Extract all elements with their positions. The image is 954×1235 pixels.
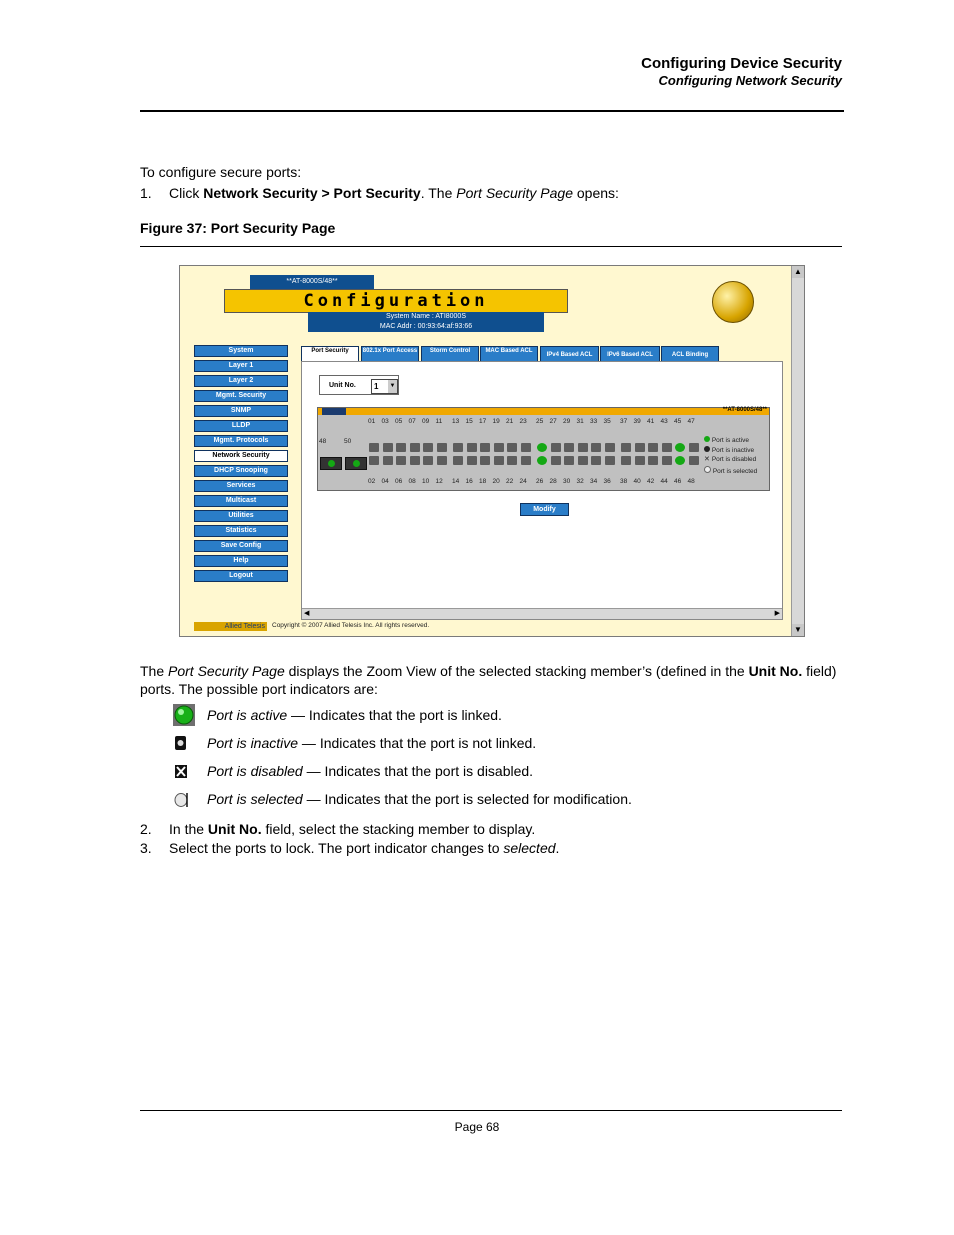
port-44[interactable] [662,456,672,465]
menu-mgmt-security[interactable]: Mgmt. Security [194,390,288,402]
menu-statistics[interactable]: Statistics [194,525,288,537]
port-label-15: 15 [465,418,473,425]
port-label-32: 32 [576,478,584,485]
port-label-30: 30 [563,478,571,485]
step-2 [140,821,536,837]
port-05[interactable] [396,443,406,452]
page-number: Page 68 [454,1120,500,1134]
port-label-33: 33 [590,418,598,425]
port-label-20: 20 [492,478,500,485]
allied-telesis-mark-icon [322,408,346,415]
scroll-left-icon[interactable]: ◀ [304,610,310,617]
port-label-13: 13 [452,418,460,425]
port-label-24: 24 [519,478,527,485]
port-09[interactable] [423,443,433,452]
unit-number-value: 1 [374,382,379,391]
port-17[interactable] [480,443,490,452]
allied-telesis-logo: Allied Telesis [194,622,267,631]
step-3-text [169,840,559,856]
port-01[interactable] [369,443,379,452]
port-42[interactable] [648,456,658,465]
port-03[interactable] [383,443,393,452]
port-active-icon [173,704,195,726]
port-label-27: 27 [549,418,557,425]
port-label-23: 23 [519,418,527,425]
para-pre: The [140,663,169,679]
port-label-19: 19 [492,418,500,425]
indicator-selected-name: Port is selected [207,791,303,807]
globe-logo-icon [712,281,754,323]
legend-active-text: Port is active [711,437,750,444]
port-20[interactable] [494,456,504,465]
step-1-number: 1. [140,185,152,201]
step-2-text [169,821,535,837]
menu-logout[interactable]: Logout [194,570,288,582]
tab-mac-based-acl[interactable]: MAC Based ACL [480,346,538,364]
footer-rule [140,1110,842,1111]
unit-number-select[interactable] [371,379,398,394]
step-3-post: . [555,840,560,856]
system-name: System Name : ATI8000S [385,313,466,320]
step-2-number: 2. [140,821,152,837]
port-label-48: 48 [687,478,695,485]
switch-model: **AT-8000S/48** [722,407,767,413]
port-label-28: 28 [549,478,557,485]
menu-multicast[interactable]: Multicast [194,495,288,507]
indicator-inactive-desc: — Indicates that the port is not linked. [298,735,537,751]
system-info-box [308,312,544,332]
para-post: field) [802,663,837,679]
vertical-scrollbar[interactable] [791,266,804,636]
port-31[interactable] [578,443,588,452]
menu-mgmt-protocols[interactable]: Mgmt. Protocols [194,435,288,447]
port-08[interactable] [410,456,420,465]
tab-8021x-port-access[interactable]: 802.1x Port Access [361,346,419,364]
scroll-down-icon[interactable]: ▼ [792,624,804,636]
tab-ipv4-based-acl[interactable]: IPv4 Based ACL [540,346,599,364]
port-label-17: 17 [479,418,487,425]
header-rule [140,110,844,112]
menu-snmp[interactable]: SNMP [194,405,288,417]
unit-number-field [319,375,399,395]
port-selected-icon [704,466,711,473]
port-43[interactable] [662,443,672,452]
indicator-disabled-name: Port is disabled [207,763,303,779]
menu-services[interactable]: Services [194,480,288,492]
port-label-47: 47 [687,418,695,425]
switch-top-bar [318,408,769,415]
port-label-16: 16 [465,478,473,485]
horizontal-scrollbar[interactable] [302,608,782,619]
para-italic: Port Security Page [168,663,285,679]
para-line-2: ports. The possible port indicators are: [140,681,378,697]
chevron-down-icon[interactable]: ▼ [388,380,397,393]
port-24[interactable] [521,456,531,465]
port-inactive-icon [704,446,710,452]
port-inactive-icon [173,734,195,756]
port-11[interactable] [437,443,447,452]
tab-ipv6-based-acl[interactable]: IPv6 Based ACL [600,346,660,364]
port-16[interactable] [467,456,477,465]
port-label-46: 46 [674,478,682,485]
indicator-inactive-name: Port is inactive [207,735,299,751]
modify-button[interactable]: Modify [520,503,569,516]
running-header-title: Configuring Device Security [641,55,842,72]
port-label-09: 09 [422,418,430,425]
menu-utilities[interactable]: Utilities [194,510,288,522]
step-1-mid: . The [420,185,457,201]
port-36[interactable] [605,456,615,465]
mac-address: MAC Addr : 00:93:64:af:93:66 [379,323,473,330]
port-21[interactable] [507,443,517,452]
port-07[interactable] [410,443,420,452]
port-label-35: 35 [603,418,611,425]
port-label-03: 03 [381,418,389,425]
step-1-post: opens: [572,185,619,201]
tab-storm-control[interactable]: Storm Control [421,346,479,364]
port-02[interactable] [369,456,379,465]
step-3-italic: selected [503,840,556,856]
step-3-number: 3. [140,840,152,856]
port-label-08: 08 [408,478,416,485]
uplink-port-1[interactable] [320,457,342,470]
port-15[interactable] [467,443,477,452]
port-label-38: 38 [620,478,628,485]
menu-network-security[interactable]: Network Security [194,450,288,462]
step-2-bold: Unit No. [207,821,262,837]
port-37[interactable] [621,443,631,452]
port-disabled-icon [173,762,195,784]
port-label-39: 39 [633,418,641,425]
port-46[interactable] [675,456,685,465]
step-1-italic: Port Security Page [456,185,573,201]
port-active-icon [353,460,360,467]
port-25[interactable] [537,443,547,452]
indicator-inactive [207,735,536,751]
port-27[interactable] [551,443,561,452]
port-label-44: 44 [660,478,668,485]
step-2-post: field, select the stacking member to display. [261,821,536,837]
para-mid: displays the Zoom View of the selected stacking member’s (defined in the [284,663,749,679]
scroll-up-icon[interactable]: ▲ [792,266,804,278]
port-label-37: 37 [620,418,628,425]
port-label-11: 11 [435,418,443,425]
port-label-21: 21 [506,418,514,425]
port-label-22: 22 [506,478,514,485]
port-label-25: 25 [536,418,544,425]
figure-caption: Figure 37: Port Security Page [140,220,336,236]
port-label-02: 02 [368,478,376,485]
port-26[interactable] [537,456,547,465]
para-bold: Unit No. [748,663,803,679]
legend-selected-text: Port is selected [712,468,758,475]
uplink-label-48: 48 [319,438,327,445]
menu-save-config[interactable]: Save Config [194,540,288,552]
port-34[interactable] [591,456,601,465]
menu-layer-1[interactable]: Layer 1 [194,360,288,372]
port-29[interactable] [564,443,574,452]
model-tab: **AT-8000S/48** [250,275,374,289]
port-active-icon [328,460,335,467]
port-label-07: 07 [408,418,416,425]
port-18[interactable] [480,456,490,465]
port-label-45: 45 [674,418,682,425]
port-label-14: 14 [452,478,460,485]
indicator-disabled-desc: — Indicates that the port is disabled. [302,763,534,779]
port-label-12: 12 [435,478,443,485]
switch-zoom-view [317,407,770,491]
menu-lldp[interactable]: LLDP [194,420,288,432]
port-label-36: 36 [603,478,611,485]
tab-port-security[interactable]: Port Security [301,346,359,365]
port-06[interactable] [396,456,406,465]
configuration-banner: Configuration [224,289,568,313]
menu-help[interactable]: Help [194,555,288,567]
port-label-05: 05 [395,418,403,425]
legend-inactive-text: Port is inactive [711,447,755,454]
unit-number-label: Unit No. [329,382,356,389]
port-39[interactable] [635,443,645,452]
menu-layer-2[interactable]: Layer 2 [194,375,288,387]
port-32[interactable] [578,456,588,465]
port-10[interactable] [423,456,433,465]
port-label-26: 26 [536,478,544,485]
uplink-label-50: 50 [344,438,352,445]
port-13[interactable] [453,443,463,452]
port-22[interactable] [507,456,517,465]
step-1-pre: Click [169,185,204,201]
port-label-31: 31 [576,418,584,425]
port-40[interactable] [635,456,645,465]
port-security-screenshot [179,265,805,637]
legend-disabled-text: Port is disabled [711,456,757,463]
port-disabled-icon: ✕ [704,456,710,463]
running-header-subtitle: Configuring Network Security [658,73,842,88]
step-3-pre: Select the ports to lock. The port indicator changes to [169,840,504,856]
indicator-disabled [207,763,533,779]
legend-active [704,436,749,444]
tab-acl-binding[interactable]: ACL Binding [661,346,719,364]
legend-disabled [704,456,756,463]
port-14[interactable] [453,456,463,465]
indicator-selected [207,791,632,807]
step-1-text [169,185,619,201]
indicator-active [207,707,502,723]
port-label-18: 18 [479,478,487,485]
port-label-40: 40 [633,478,641,485]
legend-selected [704,466,757,475]
step-1 [140,185,619,201]
figure-rule [140,246,842,247]
port-label-06: 06 [395,478,403,485]
port-28[interactable] [551,456,561,465]
uplink-port-2[interactable] [345,457,367,470]
port-label-34: 34 [590,478,598,485]
port-45[interactable] [675,443,685,452]
port-label-41: 41 [647,418,655,425]
port-label-43: 43 [660,418,668,425]
intro-text: To configure secure ports: [140,164,302,180]
indicator-active-desc: — Indicates that the port is linked. [287,707,502,723]
port-33[interactable] [591,443,601,452]
port-47[interactable] [689,443,699,452]
port-label-42: 42 [647,478,655,485]
port-security-panel [301,361,783,620]
port-selected-icon [173,790,195,812]
indicator-active-name: Port is active [207,707,288,723]
port-38[interactable] [621,456,631,465]
port-12[interactable] [437,456,447,465]
scroll-right-icon[interactable]: ▶ [774,610,780,617]
port-active-icon [704,436,710,442]
port-35[interactable] [605,443,615,452]
port-04[interactable] [383,456,393,465]
copyright-text: Copyright © 2007 Allied Telesis Inc. All rights reserved. [272,622,430,629]
menu-system[interactable]: System [194,345,288,357]
legend-inactive [704,446,754,454]
menu-dhcp-snooping[interactable]: DHCP Snooping [194,465,288,477]
port-30[interactable] [564,456,574,465]
port-48[interactable] [689,456,699,465]
step-3 [140,840,560,856]
step-2-pre: In the [169,821,208,837]
port-label-29: 29 [563,418,571,425]
port-label-10: 10 [422,478,430,485]
port-label-01: 01 [368,418,376,425]
port-23[interactable] [521,443,531,452]
port-label-04: 04 [381,478,389,485]
port-41[interactable] [648,443,658,452]
indicator-selected-desc: — Indicates that the port is selected for modification. [302,791,632,807]
description-paragraph [140,662,850,698]
port-19[interactable] [494,443,504,452]
step-1-bold: Network Security > Port Security [203,185,421,201]
